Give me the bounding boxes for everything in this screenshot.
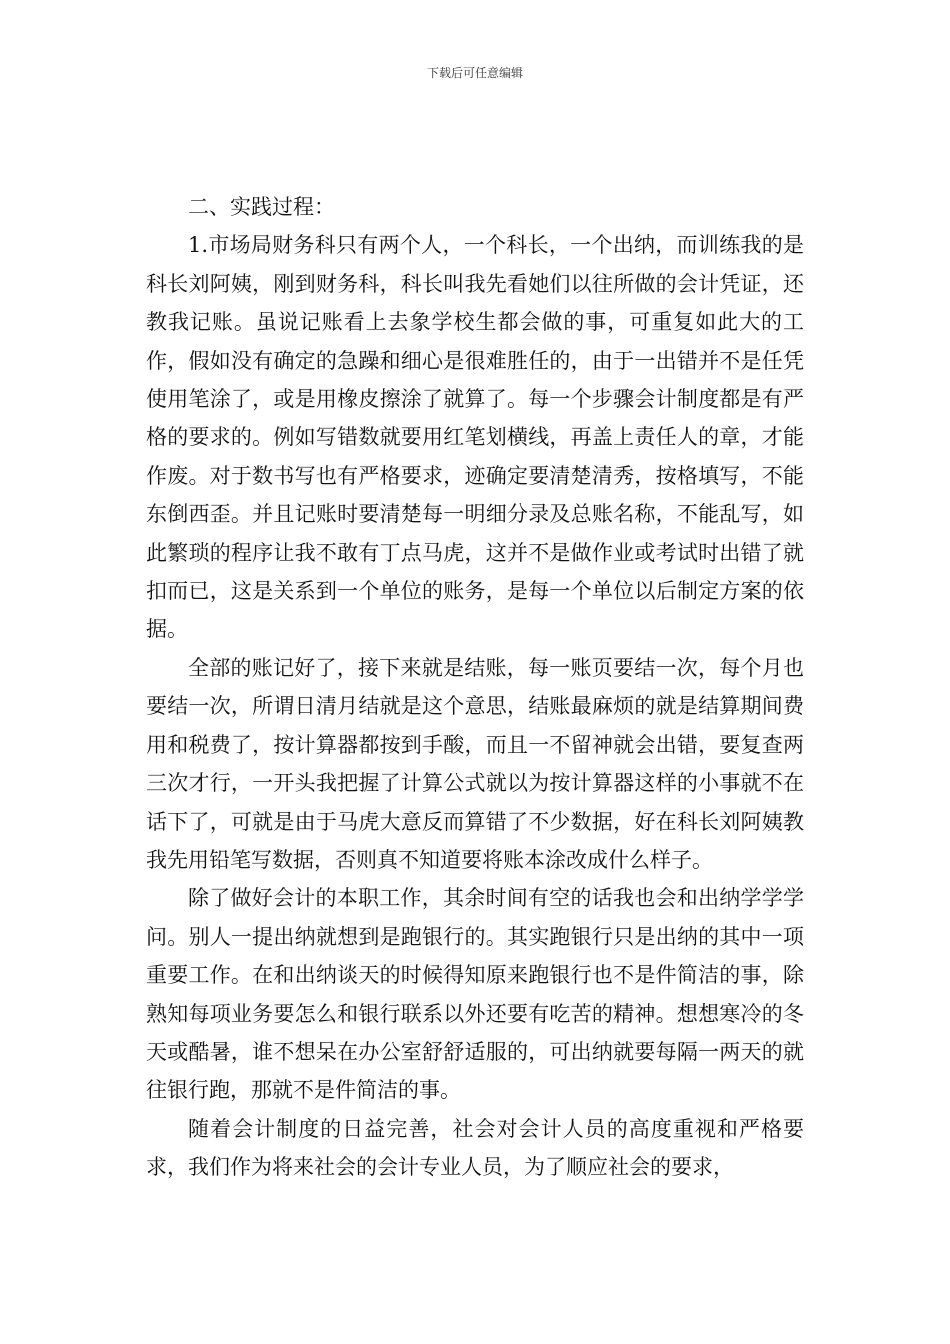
section-heading: 二、实践过程： bbox=[188, 195, 335, 219]
paragraph: 随着会计制度的日益完善，社会对会计人员的高度重视和严格要求，我们作为将来社会的会计专业人员，为了顺应社会的要求， bbox=[146, 1116, 804, 1180]
paragraph: 全部的账记好了，接下来就是结账，每一账页要结一次，每个月也要结一次，所谓日清月结就是这个意思，结账最麻烦的就是结算期间费用和税费了，按计算器都按到手酸，而且一不留神就会出错，要复查两三次才行，一开头我把握了计算公式就以为按计算器这样的小事就不在话下了，可就是由于马虎大意反而算错了不少数据，好在科长刘阿姨教我先用铅笔写数据，否则真不知道要将账本涂改成什么样子。 bbox=[146, 655, 804, 872]
document-body bbox=[146, 188, 804, 1187]
page-header-note: 下载后可任意编辑 bbox=[426, 66, 523, 80]
paragraph: 除了做好会计的本职工作，其余时间有空的话我也会和出纳学学学问。别人一提出纳就想到是跑银行的。其实跑银行只是出纳的其中一项重要工作。在和出纳谈天的时候得知原来跑银行也不是件简洁的事，除熟知每项业务要怎么和银行联系以外还要有吃苦的精神。想想寒冷的冬天或酷暑，谁不想呆在办公室舒舒适服的，可出纳就要每隔一两天的就往银行跑，那就不是件简洁的事。 bbox=[146, 886, 804, 1103]
paragraph: 1.市场局财务科只有两个人，一个科长，一个出纳，而训练我的是科长刘阿姨，刚到财务科，科长叫我先看她们以往所做的会计凭证，还教我记账。虽说记账看上去象学校生都会做的事，可重复如此大的工作，假如没有确定的急躁和细心是很难胜任的，由于一出错并不是任凭使用笔涂了，或是用橡皮擦涂了就算了。每一个步骤会计制度都是有严格的要求的。例如写错数就要用红笔划横线，再盖上责任人的章，才能作废。对于数书写也有严格要求，迹确定要清楚清秀，按格填写，不能东倒西歪。并且记账时要清楚每一明细分录及总账名称，不能乱写，如此繁琐的程序让我不敢有丁点马虎，这并不是做作业或考试时出错了就扣而已，这是关系到一个单位的账务，是每一个单位以后制定方案的依据。 bbox=[146, 233, 804, 642]
